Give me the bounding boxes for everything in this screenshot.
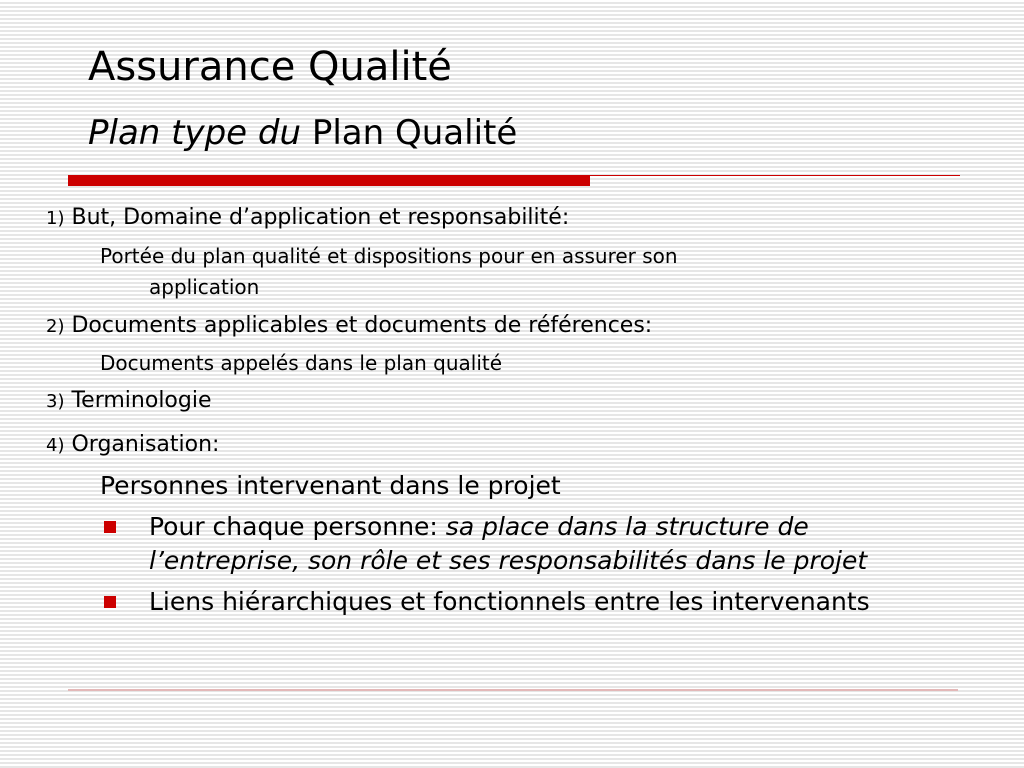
section-4-detail: Personnes intervenant dans le projet <box>100 471 561 500</box>
section-2-title: Documents applicables et documents de références: <box>71 313 653 338</box>
section-2-number: 2) <box>46 316 65 337</box>
title-rule-thin <box>590 175 960 176</box>
section-2-detail: Documents appelés dans le plan qualité <box>100 351 503 375</box>
bullet-square-icon <box>104 596 116 608</box>
section-3-number: 3) <box>46 391 65 412</box>
section-2-heading <box>46 312 652 341</box>
section-1-detail-line2: application <box>149 275 260 299</box>
section-1-heading <box>46 204 569 233</box>
bullet-item-2 <box>104 585 984 619</box>
section-3-heading <box>46 387 212 416</box>
section-1-title: But, Domaine d’application et responsabilité: <box>71 205 570 230</box>
section-1-number: 1) <box>46 208 65 229</box>
slide-subtitle <box>88 110 517 156</box>
bullet-1-line2 <box>149 544 867 578</box>
section-4-heading <box>46 431 219 460</box>
section-4-title: Organisation: <box>71 432 220 457</box>
bullet-1-italic-line1: sa place dans la structure de <box>445 512 809 541</box>
footer-rule <box>68 689 958 691</box>
bullet-2-text: Liens hiérarchiques et fonctionnels entre les intervenants <box>149 587 870 616</box>
section-1-detail-line1: Portée du plan qualité et dispositions pour en assurer son <box>100 244 678 268</box>
section-4-number: 4) <box>46 435 65 456</box>
bullet-item-1 <box>104 510 984 580</box>
subtitle-plain: Plan Qualité <box>311 113 518 153</box>
bullet-1-italic-line2: l’entreprise, son rôle et ses responsabilités dans le projet <box>149 546 868 575</box>
section-3-title: Terminologie <box>71 388 212 413</box>
bullet-square-icon <box>104 521 116 533</box>
title-rule-thick <box>68 175 590 186</box>
slide-title: Assurance Qualité <box>88 44 452 90</box>
bullet-1-line1 <box>149 510 809 544</box>
bullet-1-prefix: Pour chaque personne: <box>149 512 446 541</box>
subtitle-italic: Plan type du <box>88 113 302 153</box>
